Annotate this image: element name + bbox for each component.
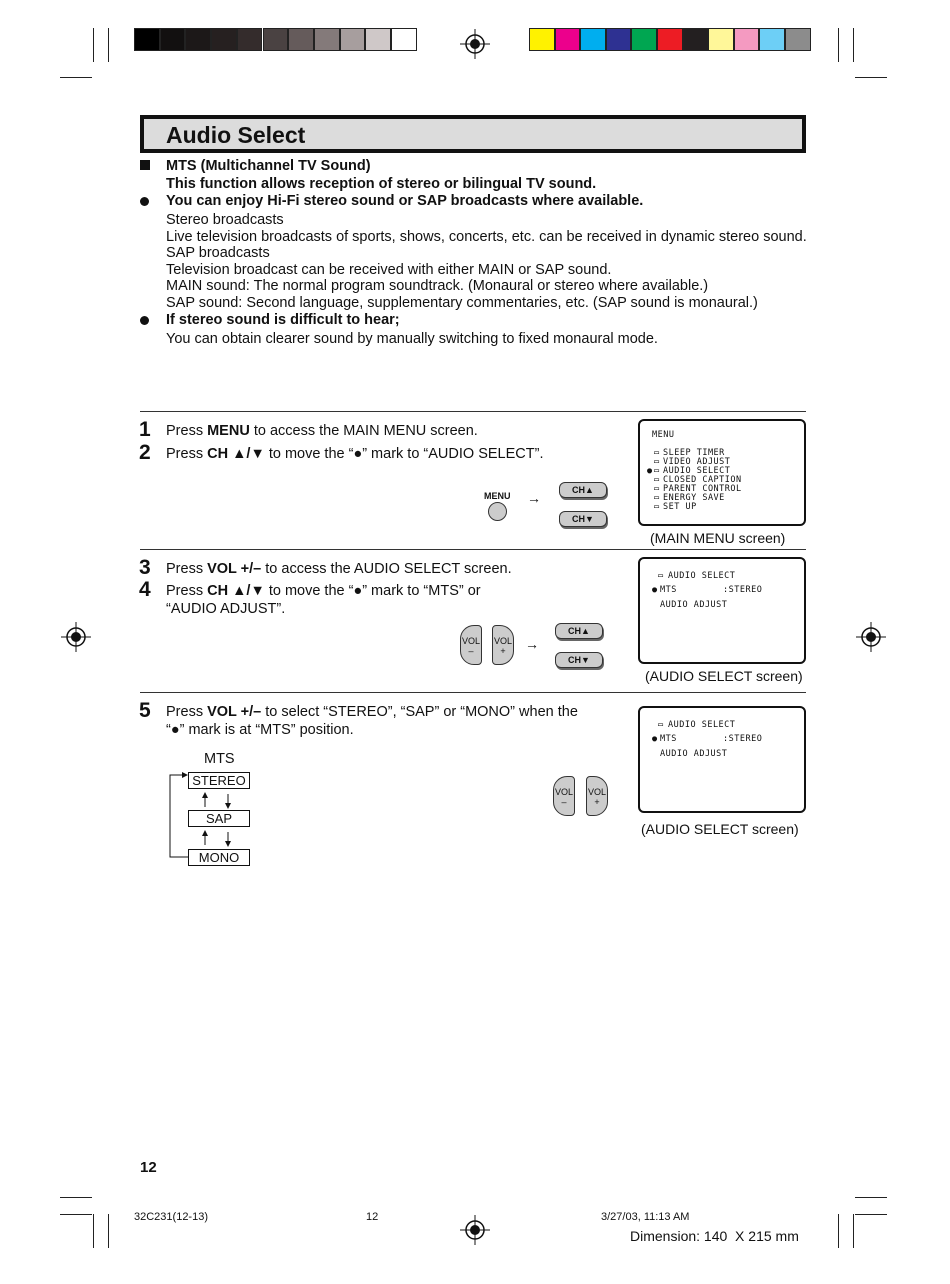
vol-plus-button[interactable] <box>586 776 608 816</box>
footer-file-name: 32C231(12-13) <box>134 1211 208 1223</box>
menu-item: VIDEO ADJUST <box>663 457 731 467</box>
mts-diagram-label: MTS <box>204 751 235 767</box>
crop-mark <box>108 28 109 62</box>
mts-label: MTS <box>660 734 677 744</box>
step-5-text-line2: “●” mark is at “MTS” position. <box>166 722 354 738</box>
step-3-text: Press VOL +/– to access the AUDIO SELECT screen. <box>166 561 512 577</box>
crop-mark <box>855 1214 887 1215</box>
audio-select-screen <box>638 706 806 813</box>
step-2-text: Press CH ▲/▼ to move the “●” mark to “AUDIO SELECT”. <box>166 446 544 462</box>
right-arrow-icon: → <box>527 490 541 506</box>
mts-value: :STEREO <box>723 734 763 744</box>
color-swatch <box>288 28 314 51</box>
page-number: 12 <box>140 1159 157 1176</box>
audio-select-header: AUDIO SELECT <box>668 571 736 581</box>
color-swatch <box>555 28 581 51</box>
difficult-heading: If stereo sound is difficult to hear; <box>166 312 400 328</box>
bullet-icon <box>140 316 149 325</box>
intro-line: MAIN sound: The normal program soundtrack. (Monaural or stereo where available.) <box>166 278 709 294</box>
crop-mark <box>853 28 854 62</box>
mts-heading: MTS (Multichannel TV Sound) <box>166 158 371 174</box>
step-number: 5 <box>139 699 151 722</box>
step-number: 2 <box>139 441 151 464</box>
color-swatch <box>683 28 709 51</box>
color-swatch <box>785 28 811 51</box>
vol-minus-button[interactable] <box>460 625 482 665</box>
minus-label: – <box>561 797 567 807</box>
step-4-text: Press CH ▲/▼ to move the “●” mark to “MTS” or <box>166 583 481 599</box>
minus-label: – <box>468 646 474 656</box>
selection-dot-icon: ● <box>652 734 658 744</box>
step-5-text: Press VOL +/– to select “STEREO”, “SAP” or “MONO” when the <box>166 704 578 720</box>
mts-option-mono: MONO <box>188 849 250 866</box>
mts-value: :STEREO <box>723 585 763 595</box>
color-swatch <box>631 28 657 51</box>
menu-item: SET UP <box>663 502 697 512</box>
selection-dot-icon: ● <box>647 466 653 476</box>
plus-label: + <box>500 646 506 656</box>
crop-mark <box>855 1197 887 1198</box>
footer-page: 12 <box>366 1211 379 1223</box>
crop-mark <box>855 77 887 78</box>
color-swatch <box>263 28 289 51</box>
main-menu-screen <box>638 419 806 526</box>
crop-mark <box>93 28 94 62</box>
step-4-text-line2: “AUDIO ADJUST”. <box>166 601 286 617</box>
color-swatch <box>606 28 632 51</box>
crop-mark <box>60 1197 92 1198</box>
step-number: 3 <box>139 556 151 579</box>
main-menu-caption: (MAIN MENU screen) <box>650 530 786 546</box>
vol-label: VOL <box>493 636 512 646</box>
mts-label: MTS <box>660 585 677 595</box>
intro-line: Television broadcast can be received with either MAIN or SAP sound. <box>166 262 612 278</box>
color-swatch <box>237 28 263 51</box>
color-swatch <box>185 28 211 51</box>
color-swatch <box>708 28 734 51</box>
square-bullet-icon <box>140 160 150 170</box>
audio-select-screen <box>638 557 806 664</box>
color-swatch <box>340 28 366 51</box>
menu-header: MENU <box>652 430 675 440</box>
vol-label: VOL <box>554 787 573 797</box>
menu-button-label: MENU <box>484 491 511 501</box>
ch-up-button[interactable]: CH▲ <box>555 623 603 639</box>
color-swatch <box>580 28 606 51</box>
mts-description: This function allows reception of stereo or bilingual TV sound. <box>166 176 597 192</box>
crop-mark <box>60 1214 92 1215</box>
menu-item: CLOSED CAPTION <box>663 475 742 485</box>
audio-adjust-item: AUDIO ADJUST <box>660 600 728 610</box>
mts-option-stereo: STEREO <box>188 772 250 789</box>
plus-label: + <box>594 797 600 807</box>
hifi-heading: You can enjoy Hi-Fi stereo sound or SAP broadcasts where available. <box>166 193 644 209</box>
crop-mark <box>108 1214 109 1248</box>
audio-select-header: AUDIO SELECT <box>668 720 736 730</box>
crop-mark <box>853 1214 854 1248</box>
crop-mark <box>60 77 92 78</box>
audio-select-caption: (AUDIO SELECT screen) <box>645 668 803 684</box>
mts-option-sap: SAP <box>188 810 250 827</box>
intro-line: Live television broadcasts of sports, shows, concerts, etc. can be received in dynamic stereo sound. <box>166 229 807 245</box>
step-number: 1 <box>139 418 151 441</box>
menu-icon-column: ▭ ▭ ▭ ▭ ▭ ▭ ▭ <box>654 448 660 512</box>
color-swatch <box>134 28 160 51</box>
selection-dot-icon: ● <box>652 585 658 595</box>
registration-mark-icon <box>61 622 91 652</box>
divider <box>140 549 806 550</box>
color-swatch <box>211 28 237 51</box>
registration-mark-icon <box>460 1215 490 1245</box>
screen-icon: ▭ <box>658 571 664 581</box>
menu-button[interactable] <box>488 502 507 521</box>
intro-line: SAP sound: Second language, supplementary commentaries, etc. (SAP sound is monaural.) <box>166 295 758 311</box>
step-number: 4 <box>139 578 151 601</box>
color-swatch <box>160 28 186 51</box>
color-swatch <box>391 28 417 51</box>
color-swatch <box>657 28 683 51</box>
divider <box>140 692 806 693</box>
intro-line: Stereo broadcasts <box>166 212 284 228</box>
bullet-icon <box>140 197 149 206</box>
step-1-text: Press MENU to access the MAIN MENU screen. <box>166 423 478 439</box>
vol-label: VOL <box>587 787 606 797</box>
difficult-description: You can obtain clearer sound by manually switching to fixed monaural mode. <box>166 331 658 347</box>
footer-dimension: Dimension: 140 X 215 mm <box>630 1228 799 1244</box>
crop-mark <box>93 1214 94 1248</box>
menu-item: PARENT CONTROL <box>663 484 742 494</box>
footer-timestamp: 3/27/03, 11:13 AM <box>601 1211 690 1223</box>
color-swatch <box>314 28 340 51</box>
audio-adjust-item: AUDIO ADJUST <box>660 749 728 759</box>
registration-mark-icon <box>856 622 886 652</box>
vol-plus-button[interactable] <box>492 625 514 665</box>
color-swatch <box>734 28 760 51</box>
section-title-bar <box>140 115 806 153</box>
mts-cycle-arrows-icon <box>165 770 255 865</box>
color-swatch <box>365 28 391 51</box>
color-swatch <box>529 28 555 51</box>
ch-down-button[interactable]: CH▼ <box>559 511 607 527</box>
screen-icon: ▭ <box>658 720 664 730</box>
page-title: Audio Select <box>166 122 306 148</box>
vol-minus-button[interactable] <box>553 776 575 816</box>
registration-mark-icon <box>460 29 490 59</box>
color-swatch <box>759 28 785 51</box>
crop-mark <box>838 28 839 62</box>
audio-select-caption: (AUDIO SELECT screen) <box>641 821 799 837</box>
menu-item: SLEEP TIMER <box>663 448 725 458</box>
ch-up-button[interactable]: CH▲ <box>559 482 607 498</box>
crop-mark <box>838 1214 839 1248</box>
ch-down-button[interactable]: CH▼ <box>555 652 603 668</box>
menu-item: AUDIO SELECT <box>663 466 731 476</box>
vol-label: VOL <box>461 636 480 646</box>
divider <box>140 411 806 412</box>
right-arrow-icon: → <box>525 636 539 652</box>
menu-item: ENERGY SAVE <box>663 493 725 503</box>
intro-line: SAP broadcasts <box>166 245 270 261</box>
